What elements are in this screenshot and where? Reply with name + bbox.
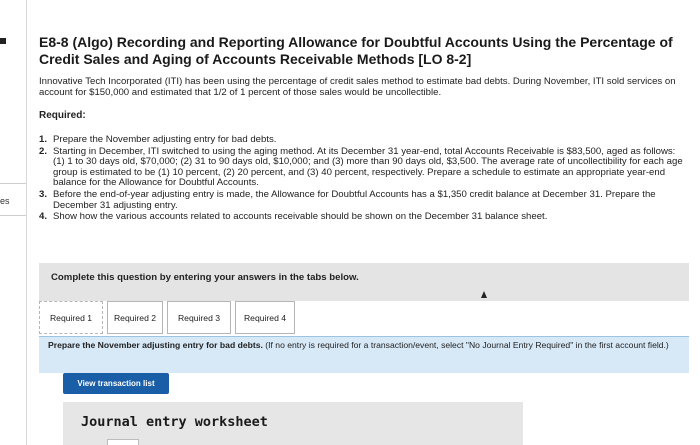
mouse-cursor-icon (481, 291, 487, 298)
tab-required-1[interactable]: Required 1 (39, 301, 103, 334)
required-heading: Required: (39, 110, 86, 121)
problem-title: E8-8 (Algo) Recording and Reporting Allowance for Doubtful Accounts Using the Percentage of Credit Sales and Aging of Accounts Receivable Methods [LO 8-2] (39, 34, 673, 67)
tab-required-4[interactable]: Required 4 (235, 301, 295, 334)
prompt-box (39, 336, 689, 373)
tab-required-3[interactable]: Required 3 (167, 301, 231, 334)
worksheet-tab[interactable] (107, 439, 139, 445)
journal-worksheet-panel (63, 402, 523, 445)
rail-divider-bottom (0, 215, 26, 216)
rail-partial-text: es (0, 196, 10, 206)
tab-required-2[interactable]: Required 2 (107, 301, 163, 334)
question-content (26, 0, 700, 445)
worksheet-title: Journal entry worksheet (81, 414, 268, 430)
rail-divider-top (0, 183, 26, 184)
requirement-item-1: 1. Prepare the November adjusting entry for bad debts. (39, 134, 277, 145)
left-rail (0, 0, 26, 445)
instructions-text: Complete this question by entering your answers in the tabs below. (51, 272, 359, 283)
requirements-list (39, 135, 689, 224)
instructions-bar (39, 263, 689, 301)
required-tabs (39, 301, 689, 336)
prompt-note: (If no entry is required for a transaction/event, select "No Journal Entry Required" in the first account field.) (265, 340, 669, 350)
requirement-item-4: 4. Show how the various accounts related to accounts receivable should be shown on the December 31 balance sheet. (39, 211, 548, 223)
view-transaction-list-button[interactable]: View transaction list (63, 373, 169, 394)
nav-marker-icon (0, 38, 6, 44)
prompt-lead: Prepare the November adjusting entry for bad debts. (48, 340, 263, 350)
problem-intro: Innovative Tech Incorporated (ITI) has been using the percentage of credit sales method to estimate bad debts. During November, ITI sold services on account for $150,000 and estimated that 1/2 of 1 percent of those sales would be uncollectible. (39, 76, 676, 98)
requirement-item-3: 3. Before the end-of-year adjusting entry is made, the Allowance for Doubtful Accounts has a $1,350 credit balance at December 31. Prepare the December 31 adjusting entry. (39, 188, 656, 211)
requirement-item-2: 2. Starting in December, ITI switched to using the aging method. At its December 31 year-end, total Accounts Receivable is $83,500, aged as follows: (1) 1 to 30 days old, $70,000; (2) 31 to 90 days old, $10,000; and (3) more than 90 days old, $3,500. The average rate of uncollectibility for each age group is estimated to be (1) 10 percent, (2) 20 percent, and (3) 40 percent, respectively. Prepare a schedule to estimate an appropriate year-end balance for the Allowance for Doubtful Accounts. (39, 145, 683, 189)
